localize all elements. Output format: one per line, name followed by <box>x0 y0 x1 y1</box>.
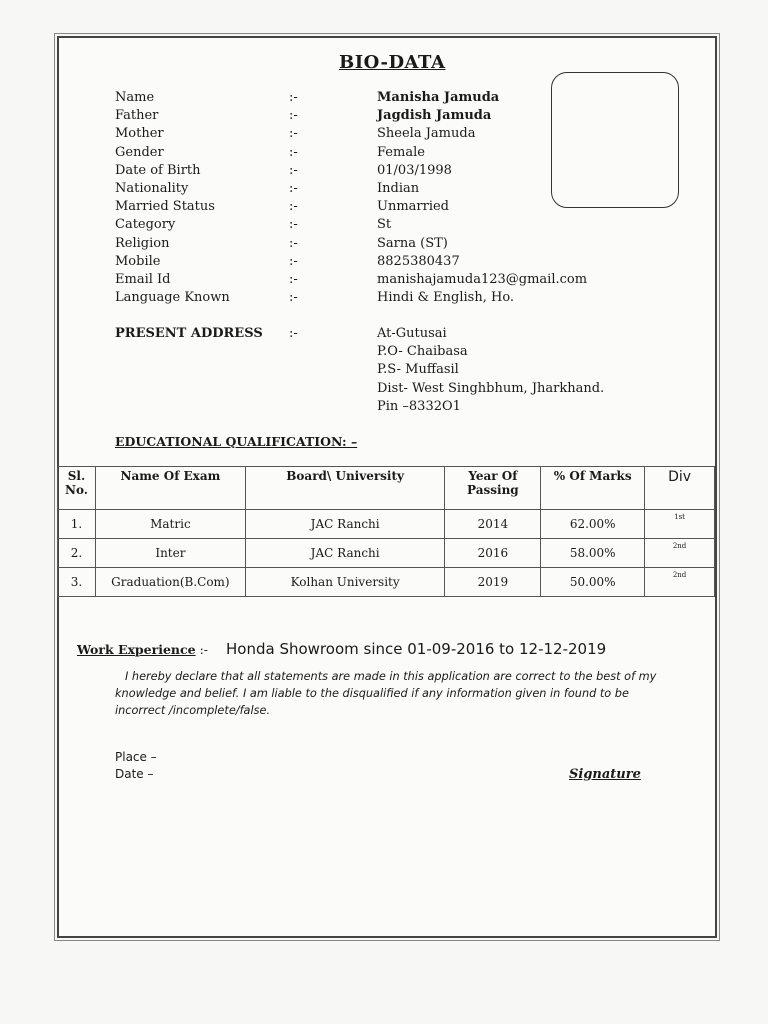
detail-label: Mobile <box>115 253 161 269</box>
detail-value: Indian <box>377 180 420 196</box>
address-line: P.O- Chaibasa <box>377 344 468 360</box>
signature-label: Signature <box>569 767 641 782</box>
address-line: At-Gutusai <box>377 326 447 341</box>
table-cell: 50.00% <box>541 568 645 597</box>
detail-colon: :- <box>289 162 298 178</box>
detail-row <box>115 108 595 126</box>
detail-colon: :- <box>289 217 298 233</box>
place-label: Place – <box>115 750 157 764</box>
detail-row <box>115 199 595 217</box>
declaration-text: I hereby declare that all statements are made in this application are correct to the best of my knowledge and belief. I am liable to the disqualified if any information given in found to be incorrect /incomplete/false. <box>115 670 657 717</box>
detail-value: 01/03/1998 <box>377 162 452 178</box>
education-header-cell: Name Of Exam <box>95 467 245 510</box>
detail-value: Manisha Jamuda <box>377 90 500 105</box>
detail-colon: :- <box>289 108 298 124</box>
table-cell: Kolhan University <box>245 568 445 597</box>
detail-colon: :- <box>289 144 298 160</box>
education-header-cell: Div <box>645 467 715 510</box>
detail-value: Sheela Jamuda <box>377 126 476 142</box>
detail-row <box>115 236 595 254</box>
table-row <box>58 568 715 597</box>
table-cell: Inter <box>95 539 245 568</box>
detail-row <box>115 217 595 235</box>
table-cell: 2nd <box>645 539 715 568</box>
detail-label: Email Id <box>115 271 171 287</box>
detail-value: 8825380437 <box>377 253 460 269</box>
table-cell: Graduation(B.Com) <box>95 568 245 597</box>
detail-row <box>115 145 595 163</box>
detail-value: Jagdish Jamuda <box>377 108 492 124</box>
date-label: Date – <box>115 767 154 781</box>
detail-colon: :- <box>289 271 298 287</box>
detail-row <box>115 272 595 290</box>
address-line: P.S- Muffasil <box>377 362 459 378</box>
address-lines <box>377 326 604 417</box>
detail-label: Mother <box>115 126 164 142</box>
detail-label: Language Known <box>115 290 230 306</box>
address-label: PRESENT ADDRESS <box>115 326 263 341</box>
education-header-cell: Board\ University <box>245 467 445 510</box>
table-cell: 1. <box>58 510 96 539</box>
education-header-row <box>58 467 715 510</box>
education-header-cell: Year Of Passing <box>445 467 541 510</box>
table-cell: 2nd <box>645 568 715 597</box>
detail-value: Sarna (ST) <box>377 235 448 251</box>
detail-row <box>115 254 595 272</box>
detail-label: Gender <box>115 144 164 160</box>
detail-value: Unmarried <box>377 199 450 215</box>
detail-row <box>115 181 595 199</box>
detail-row <box>115 90 595 108</box>
table-cell: 2. <box>58 539 96 568</box>
detail-label: Father <box>115 108 159 124</box>
table-cell: 62.00% <box>541 510 645 539</box>
work-experience <box>77 640 707 658</box>
detail-value: manishajamuda123@gmail.com <box>377 271 588 287</box>
table-cell: Matric <box>95 510 245 539</box>
work-value: Honda Showroom since 01-09-2016 to 12-12-2019 <box>226 640 607 658</box>
table-cell: 2016 <box>445 539 541 568</box>
table-cell: 1st <box>645 510 715 539</box>
detail-colon: :- <box>289 180 298 196</box>
detail-label: Name <box>115 90 155 105</box>
detail-colon: :- <box>289 199 298 215</box>
table-cell: JAC Ranchi <box>245 539 445 568</box>
detail-colon: :- <box>289 290 298 306</box>
detail-row <box>115 163 595 181</box>
education-table <box>57 466 715 597</box>
detail-row <box>115 290 595 308</box>
education-heading: EDUCATIONAL QUALIFICATION: – <box>115 434 358 449</box>
detail-label: Married Status <box>115 199 215 215</box>
table-cell: 2014 <box>445 510 541 539</box>
detail-value: Female <box>377 144 425 160</box>
address-line: Pin –8332O1 <box>377 398 461 414</box>
education-body <box>58 510 715 597</box>
table-row <box>58 510 715 539</box>
detail-row <box>115 126 595 144</box>
address-line: Dist- West Singhbhum, Jharkhand. <box>377 380 605 396</box>
detail-colon: :- <box>289 90 298 105</box>
detail-value: Hindi & English, Ho. <box>377 290 515 306</box>
detail-label: Date of Birth <box>115 162 201 178</box>
detail-colon: :- <box>289 253 298 269</box>
work-colon: :- <box>199 642 209 657</box>
table-cell: 58.00% <box>541 539 645 568</box>
table-cell: 2019 <box>445 568 541 597</box>
table-row <box>58 539 715 568</box>
detail-label: Religion <box>115 235 170 251</box>
table-cell: 3. <box>58 568 96 597</box>
detail-colon: :- <box>289 126 298 142</box>
detail-label: Nationality <box>115 180 189 196</box>
personal-details <box>115 90 595 308</box>
work-label: Work Experience <box>77 642 196 657</box>
education-header-cell: Sl. No. <box>58 467 96 510</box>
address-colon: :- <box>289 326 298 341</box>
page-title: BIO-DATA <box>339 52 446 73</box>
biodata-document <box>57 36 717 938</box>
detail-value: St <box>377 217 392 233</box>
table-cell: JAC Ranchi <box>245 510 445 539</box>
detail-colon: :- <box>289 235 298 251</box>
education-header-cell: % Of Marks <box>541 467 645 510</box>
detail-label: Category <box>115 217 176 233</box>
